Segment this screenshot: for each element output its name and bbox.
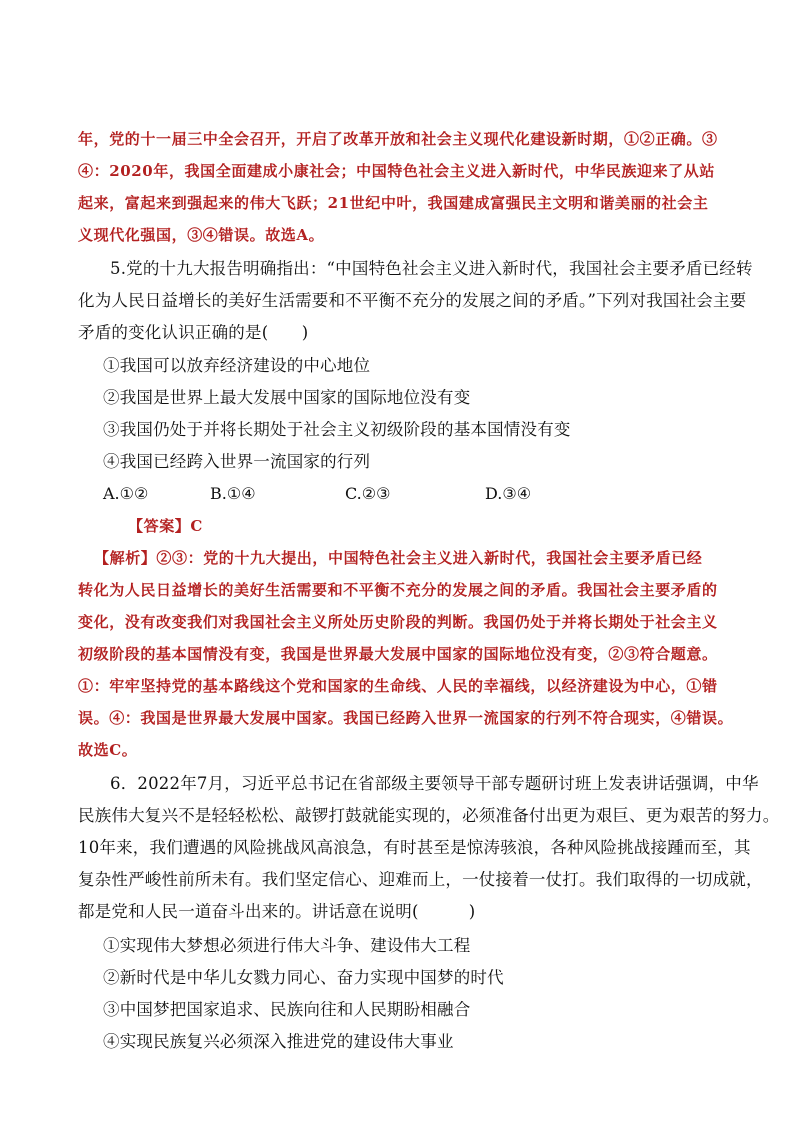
q6-statement-4: ④实现民族复兴必须深入推进党的建设伟大事业 bbox=[103, 1032, 454, 1051]
q5-analysis-line-3: 变化，没有改变我们对我国社会主义所处历史阶段的判断。我国仍处于并将长期处于社会主义 bbox=[78, 613, 718, 631]
q5-statement-3: ③我国仍处于并将长期处于社会主义初级阶段的基本国情没有变 bbox=[103, 420, 571, 439]
q5-stem-line-3: 矛盾的变化认识正确的是( ) bbox=[78, 323, 309, 342]
prev-analysis-line-3: 起来，富起来到强起来的伟大飞跃；21世纪中叶，我国建成富强民主文明和谐美丽的社会主 bbox=[78, 194, 709, 212]
q6-stem-line-2: 民族伟大复兴不是轻轻松松、敲锣打鼓就能实现的，必须准备付出更为艰巨、更为艰苦的努力。 bbox=[78, 806, 780, 825]
q5-analysis-line-7: 故选C。 bbox=[78, 741, 138, 759]
answer-tag: 【答案】 bbox=[128, 517, 191, 535]
answer-value: C bbox=[190, 517, 203, 535]
q6-stem-line-5: 都是党和人民一道奋斗出来的。讲话意在说明( ) bbox=[78, 902, 476, 921]
analysis-text-1: ②③：党的十九大提出，中国特色社会主义进入新时代，我国社会主要矛盾已经 bbox=[156, 549, 703, 567]
q5-analysis-line-6: 误。④：我国是世界最大发展中国家。我国已经跨入世界一流国家的行列不符合现实，④错误。 bbox=[78, 709, 734, 727]
q5-stem-line-2: 化为人民日益增长的美好生活需要和不平衡不充分的发展之间的矛盾。”下列对我国社会主要 bbox=[78, 291, 747, 310]
q6-statement-2: ②新时代是中华儿女戮力同心、奋力实现中国梦的时代 bbox=[103, 968, 504, 987]
q5-option-b: B.①④ bbox=[210, 484, 256, 503]
q5-analysis-line-1 bbox=[94, 548, 702, 568]
q5-analysis-line-5: ①：牢牢坚持党的基本路线这个党和国家的生命线、人民的幸福线，以经济建设为中心，①错 bbox=[78, 677, 718, 695]
q6-stem-line-1: 6．2022年7月，习近平总书记在省部级主要领导干部专题研讨班上发表讲话强调，中华 bbox=[110, 774, 759, 793]
q5-analysis-line-4: 初级阶段的基本国情没有变，我国是世界最大发展中国家的国际地位没有变，②③符合题意。 bbox=[78, 645, 718, 663]
q5-answer bbox=[128, 516, 203, 536]
q5-option-a: A.①② bbox=[103, 484, 149, 503]
q6-stem-line-3: 10年来，我们遭遇的风险挑战风高浪急，有时甚至是惊涛骇浪，各种风险挑战接踵而至，其 bbox=[78, 838, 751, 857]
q6-statement-1: ①实现伟大梦想必须进行伟大斗争、建设伟大工程 bbox=[103, 936, 471, 955]
q5-statement-2: ②我国是世界上最大发展中国家的国际地位没有变 bbox=[103, 388, 471, 407]
q6-stem-line-4: 复杂性严峻性前所未有。我们坚定信心、迎难而上，一仗接着一仗打。我们取得的一切成就， bbox=[78, 870, 763, 889]
prev-analysis-line-1: 年，党的十一届三中全会召开，开启了改革开放和社会主义现代化建设新时期，①②正确。③ bbox=[78, 130, 718, 148]
prev-analysis-line-4: 义现代化强国，③④错误。故选A。 bbox=[78, 226, 325, 244]
q5-option-c: C.②③ bbox=[345, 484, 391, 503]
analysis-tag: 【解析】 bbox=[94, 549, 157, 567]
q5-stem-line-1: 5.党的十九大报告明确指出：“中国特色社会主义进入新时代，我国社会主要矛盾已经转 bbox=[110, 259, 753, 278]
q5-option-d: D.③④ bbox=[485, 484, 532, 503]
q5-analysis-line-2: 转化为人民日益增长的美好生活需要和不平衡不充分的发展之间的矛盾。我国社会主要矛盾的 bbox=[78, 581, 718, 599]
q5-statement-1: ①我国可以放弃经济建设的中心地位 bbox=[103, 356, 371, 375]
q6-statement-3: ③中国梦把国家追求、民族向往和人民期盼相融合 bbox=[103, 1000, 471, 1019]
q5-statement-4: ④我国已经跨入世界一流国家的行列 bbox=[103, 452, 371, 471]
prev-analysis-line-2: ④：2020年，我国全面建成小康社会；中国特色社会主义进入新时代，中华民族迎来了从站 bbox=[78, 162, 715, 180]
